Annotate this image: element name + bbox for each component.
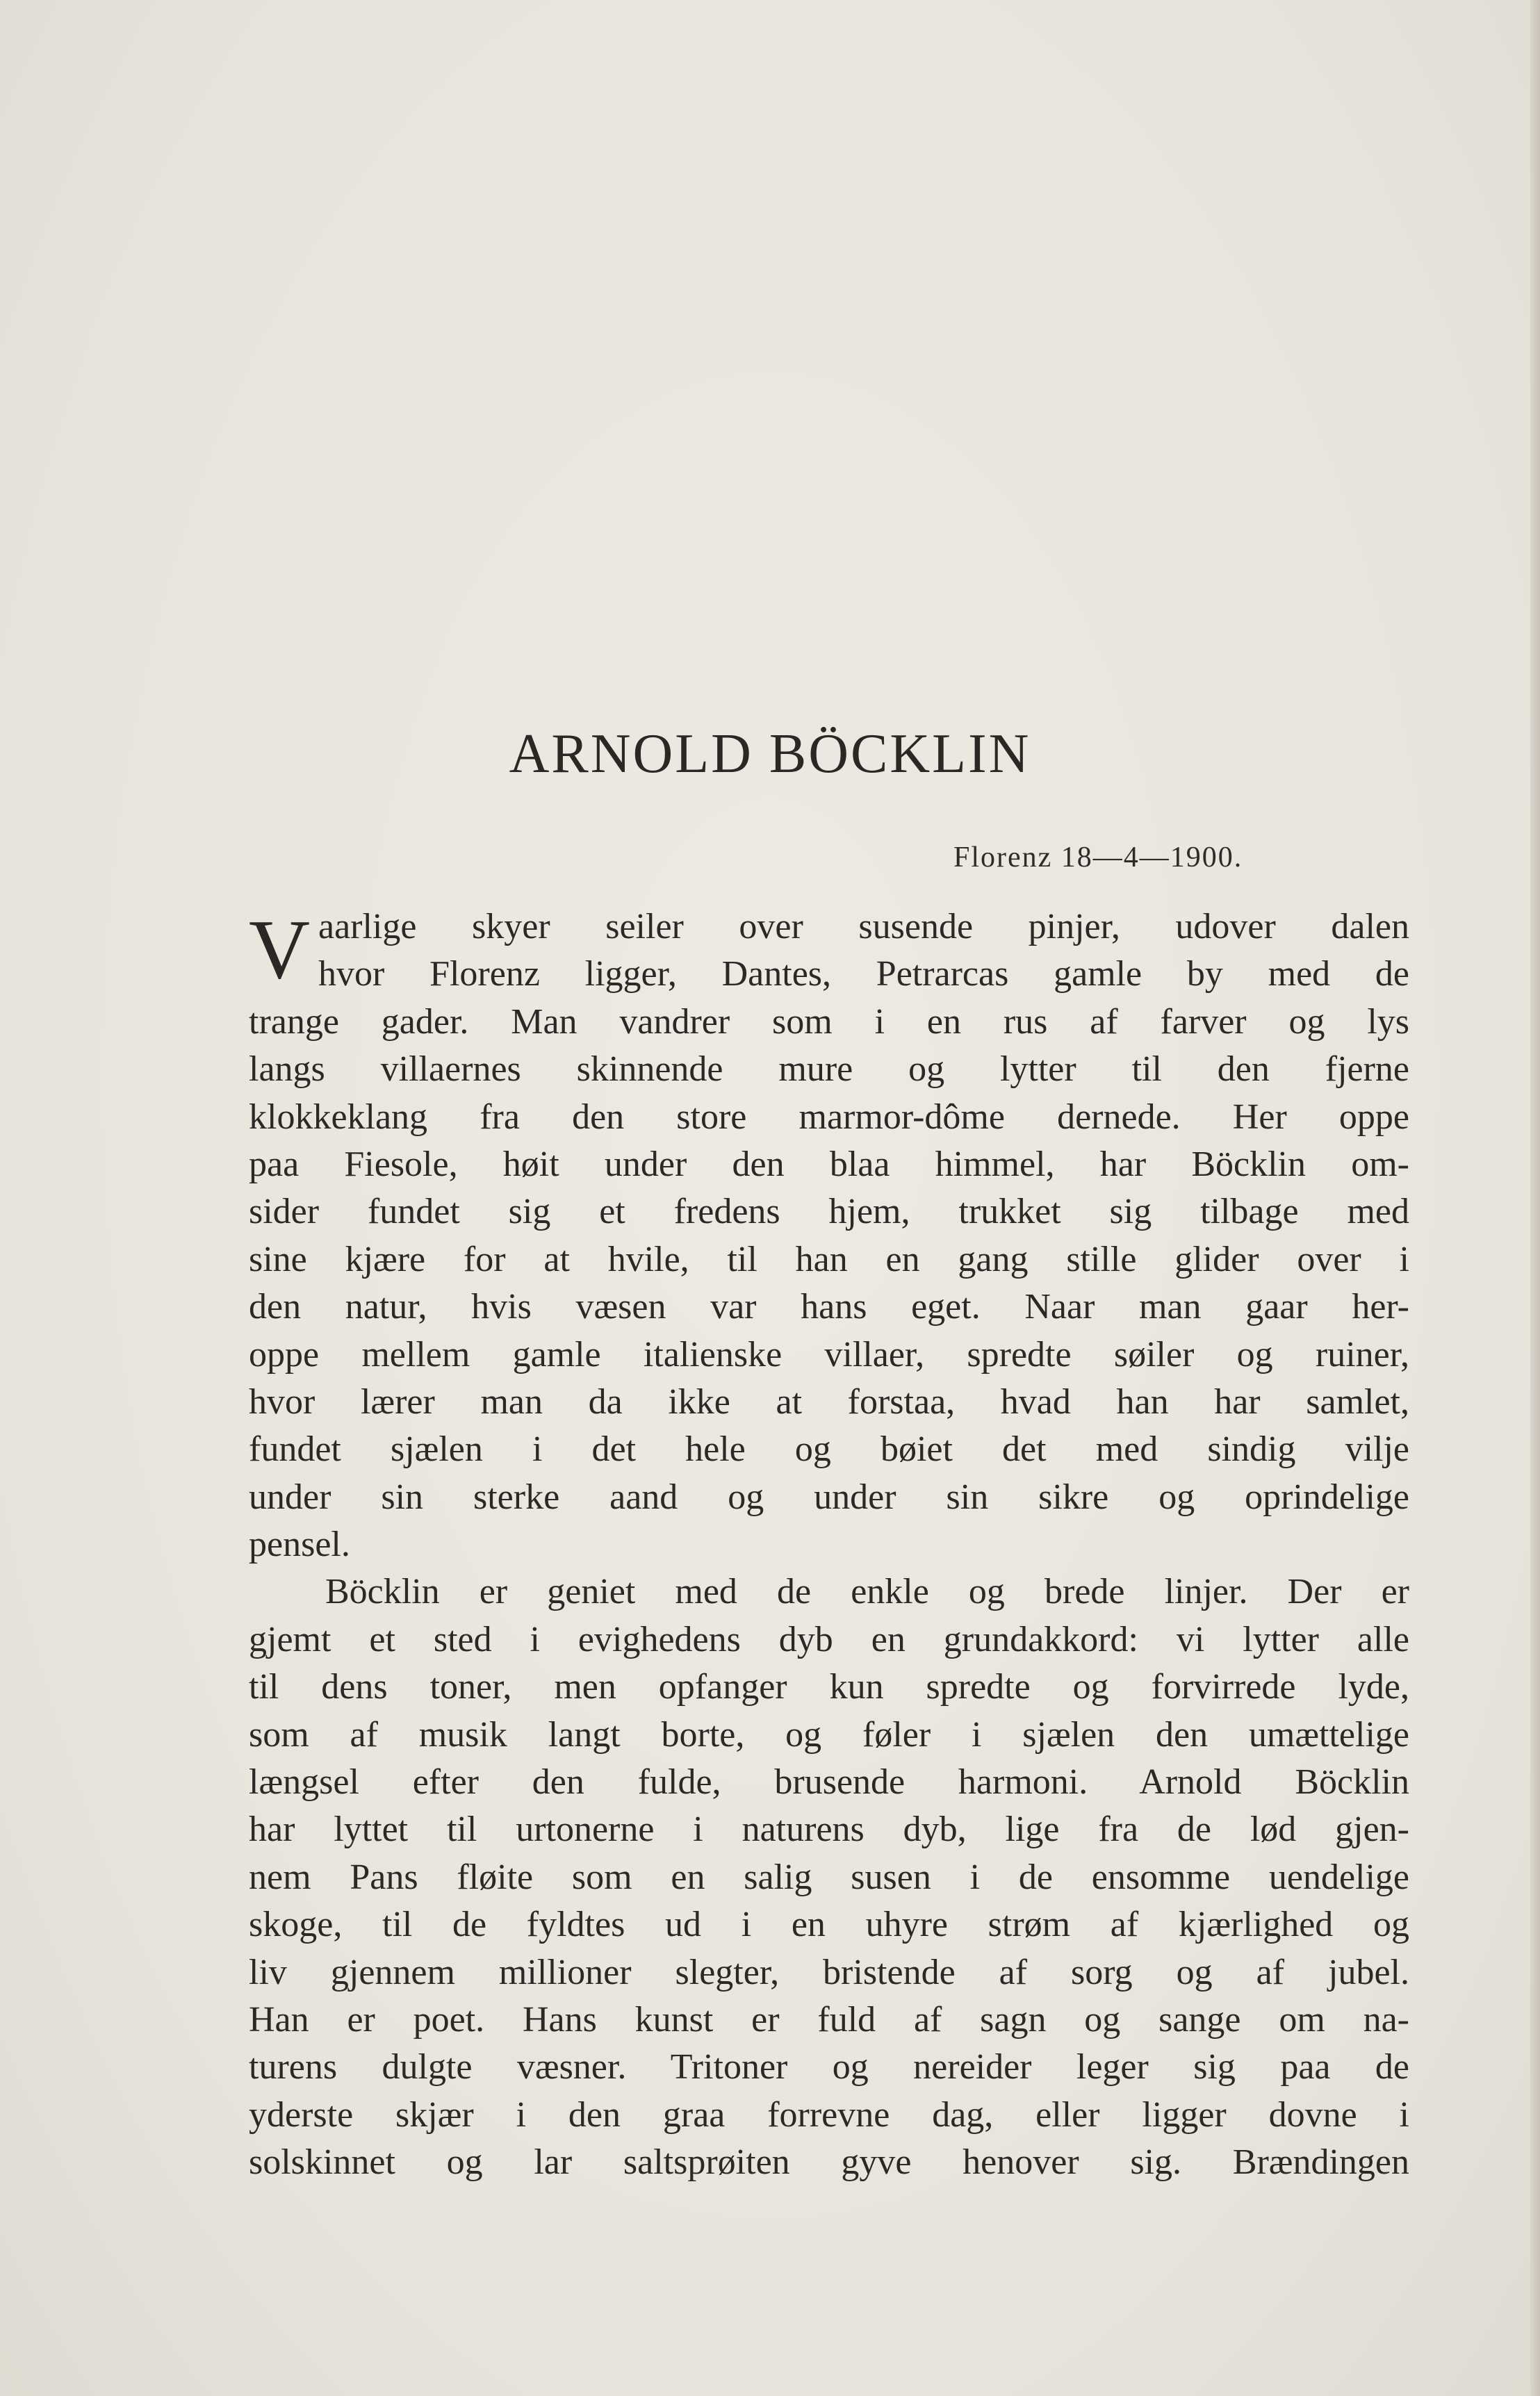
- text-line: pensel.: [249, 1525, 350, 1565]
- text-line: yderste skjær i den graa forrevne dag, eller ligger dovne i: [249, 2094, 1409, 2135]
- text-line: skoge, til de fyldtes ud i en uhyre strøm af kjærlighed og: [249, 1905, 1409, 1945]
- text-line: Böcklin er geniet med de enkle og brede linjer. Der er: [325, 1572, 1409, 1612]
- text-line: hvor lærer man da ikke at forstaa, hvad han har samlet,: [249, 1381, 1409, 1422]
- text-line: paa Fiesole, høit under den blaa himmel, har Böcklin om-: [249, 1144, 1409, 1184]
- dateline: Florenz 18—4—1900.: [953, 842, 1243, 873]
- text-line: Han er poet. Hans kunst er fuld af sagn og sange om na-: [249, 1999, 1409, 2040]
- text-line: solskinnet og lar saltsprøiten gyve henover sig. Brændingen: [249, 2142, 1409, 2183]
- article-body: [249, 903, 1409, 2187]
- text-line: som af musik langt borte, og føler i sjælen den umættelige: [249, 1714, 1409, 1755]
- text-line: sine kjære for at hvile, til han en gang stille glider over i: [249, 1239, 1409, 1279]
- article-title: ARNOLD BÖCKLIN: [509, 723, 1031, 785]
- text-line: aarlige skyer seiler over susende pinjer, udover dalen: [318, 907, 1409, 946]
- text-line: under sin sterke aand og under sin sikre og oprindelige: [249, 1477, 1409, 1517]
- text-line: har lyttet til urtonerne i naturens dyb, lige fra de lød gjen-: [249, 1810, 1409, 1850]
- text-line: klokkeklang fra den store marmor-dôme dernede. Her oppe: [249, 1097, 1409, 1137]
- text-line: den natur, hvis væsen var hans eget. Naar man gaar her-: [249, 1287, 1409, 1327]
- text-line: nem Pans fløite som en salig susen i de ensomme uendelige: [249, 1857, 1409, 1897]
- drop-cap: V: [249, 903, 311, 996]
- text-line: hvor Florenz ligger, Dantes, Petrarcas gamle by med de: [318, 954, 1409, 994]
- text-line: langs villaernes skinnende mure og lytter til den fjerne: [249, 1049, 1409, 1090]
- text-line: liv gjennem millioner slegter, bristende af sorg og af jubel.: [249, 1952, 1409, 1992]
- text-line: længsel efter den fulde, brusende harmoni. Arnold Böcklin: [249, 1762, 1409, 1803]
- text-line: fundet sjælen i det hele og bøiet det med sindig vilje: [249, 1429, 1409, 1470]
- text-line: gjemt et sted i evighedens dyb en grundakkord: vi lytter alle: [249, 1619, 1409, 1659]
- text-line: trange gader. Man vandrer som i en rus af farver og lys: [249, 1001, 1409, 1042]
- text-line: sider fundet sig et fredens hjem, trukket sig tilbage med: [249, 1192, 1409, 1232]
- text-line: oppe mellem gamle italienske villaer, spredte søiler og ruiner,: [249, 1334, 1409, 1375]
- text-line: turens dulgte væsner. Tritoner og nereider leger sig paa de: [249, 2047, 1409, 2087]
- page-edge-shadow: [1530, 0, 1540, 2396]
- text-line: til dens toner, men opfanger kun spredte og forvirrede lyde,: [249, 1667, 1409, 1707]
